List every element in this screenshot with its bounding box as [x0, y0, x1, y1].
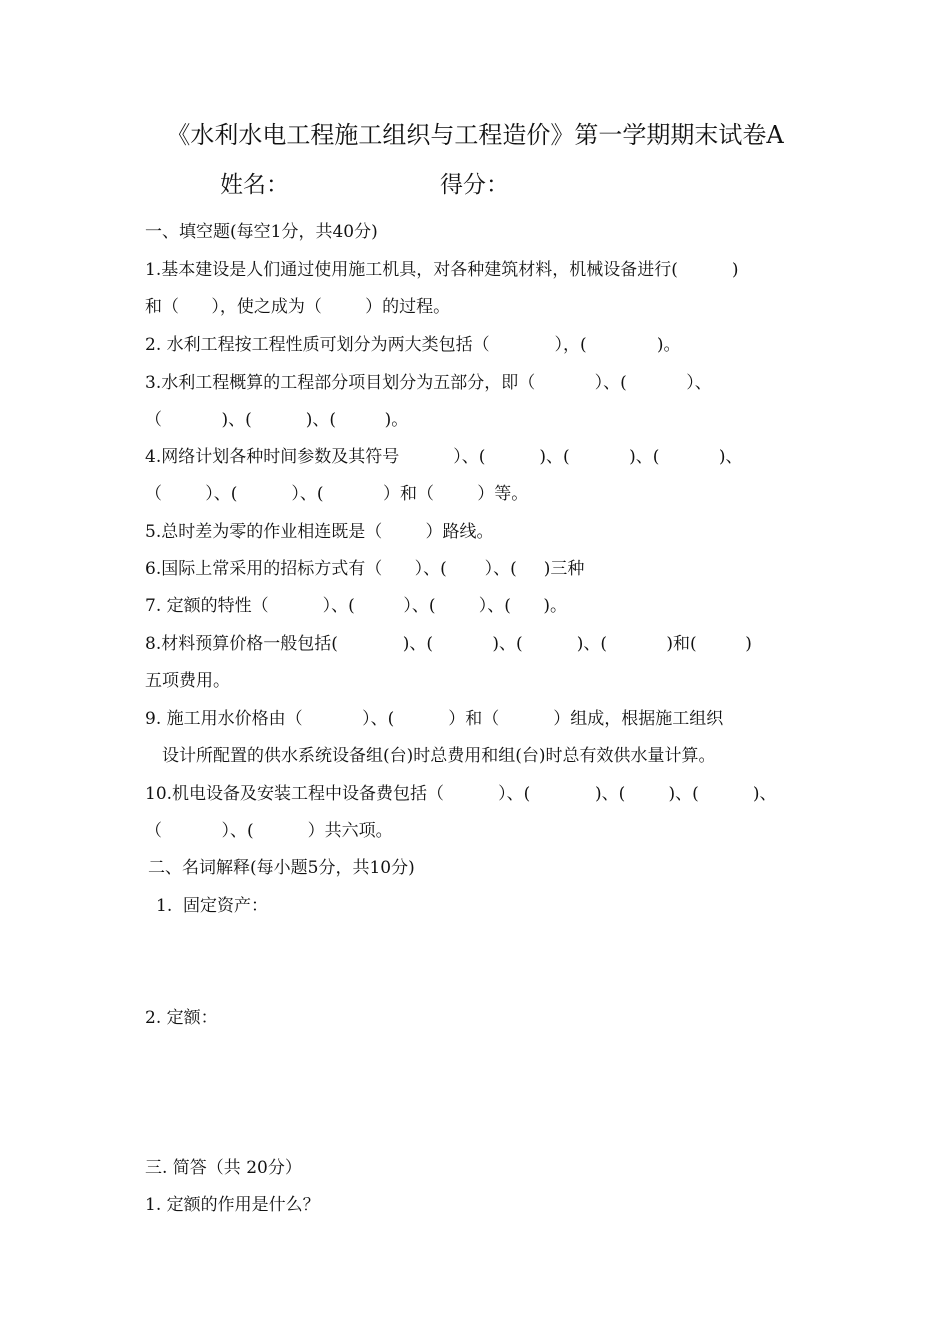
question-line: 7. 定额的特性（ ）、( ）、( ）、( )。	[145, 596, 567, 616]
section1-heading: 一、填空题(每空1分，共40分)	[145, 222, 378, 242]
question-line: （ ）、( ）共六项。	[145, 821, 393, 841]
question-line: （ ）、( ）、( ）和（ ）等。	[145, 484, 529, 504]
section3-heading: 三. 简答（共 20分）	[145, 1158, 302, 1178]
question-line: 2. 水利工程按工程性质可划分为两大类包括（ ），( )。	[145, 335, 681, 355]
question-line: 8.材料预算价格一般包括( )、( )、( )、( )和( )	[145, 634, 752, 654]
question-line: 9. 施工用水价格由（ ）、( ）和（ ）组成，根据施工组织	[145, 709, 724, 729]
exam-title: 《水利水电工程施工组织与工程造价》第一学期期末试卷A	[166, 121, 784, 149]
section2-heading: 二、名词解释(每小题5分，共10分)	[148, 858, 415, 878]
question-line: 五项费用。	[145, 671, 230, 691]
short-answer-item: 1. 定额的作用是什么？	[145, 1195, 320, 1215]
question-line: 和（ ），使之成为（ ）的过程。	[145, 297, 451, 317]
name-label: 姓名：	[220, 172, 289, 198]
definition-item: 2. 定额：	[145, 1008, 218, 1028]
definition-item: 1. 固定资产：	[156, 896, 269, 916]
question-line: 6.国际上常采用的招标方式有（ ）、( ）、( )三种	[145, 559, 585, 579]
question-line: 4.网络计划各种时间参数及其符号 ）、( )、( )、( )、	[145, 447, 743, 467]
question-line: 1.基本建设是人们通过使用施工机具，对各种建筑材料，机械设备进行( )	[145, 260, 739, 280]
question-line: 设计所配置的供水系统设备组(台)时总费用和组(台)时总有效供水量计算。	[162, 746, 716, 766]
score-label: 得分：	[440, 172, 509, 198]
question-line: 5.总时差为零的作业相连既是（ ）路线。	[145, 522, 494, 542]
question-line: 3.水利工程概算的工程部分项目划分为五部分，即（ ）、( ）、	[145, 373, 712, 393]
question-line: 10.机电设备及安装工程中设备费包括（ ）、( )、( )、( )、	[145, 784, 777, 804]
question-line: （ )、( )、( )。	[145, 410, 409, 430]
